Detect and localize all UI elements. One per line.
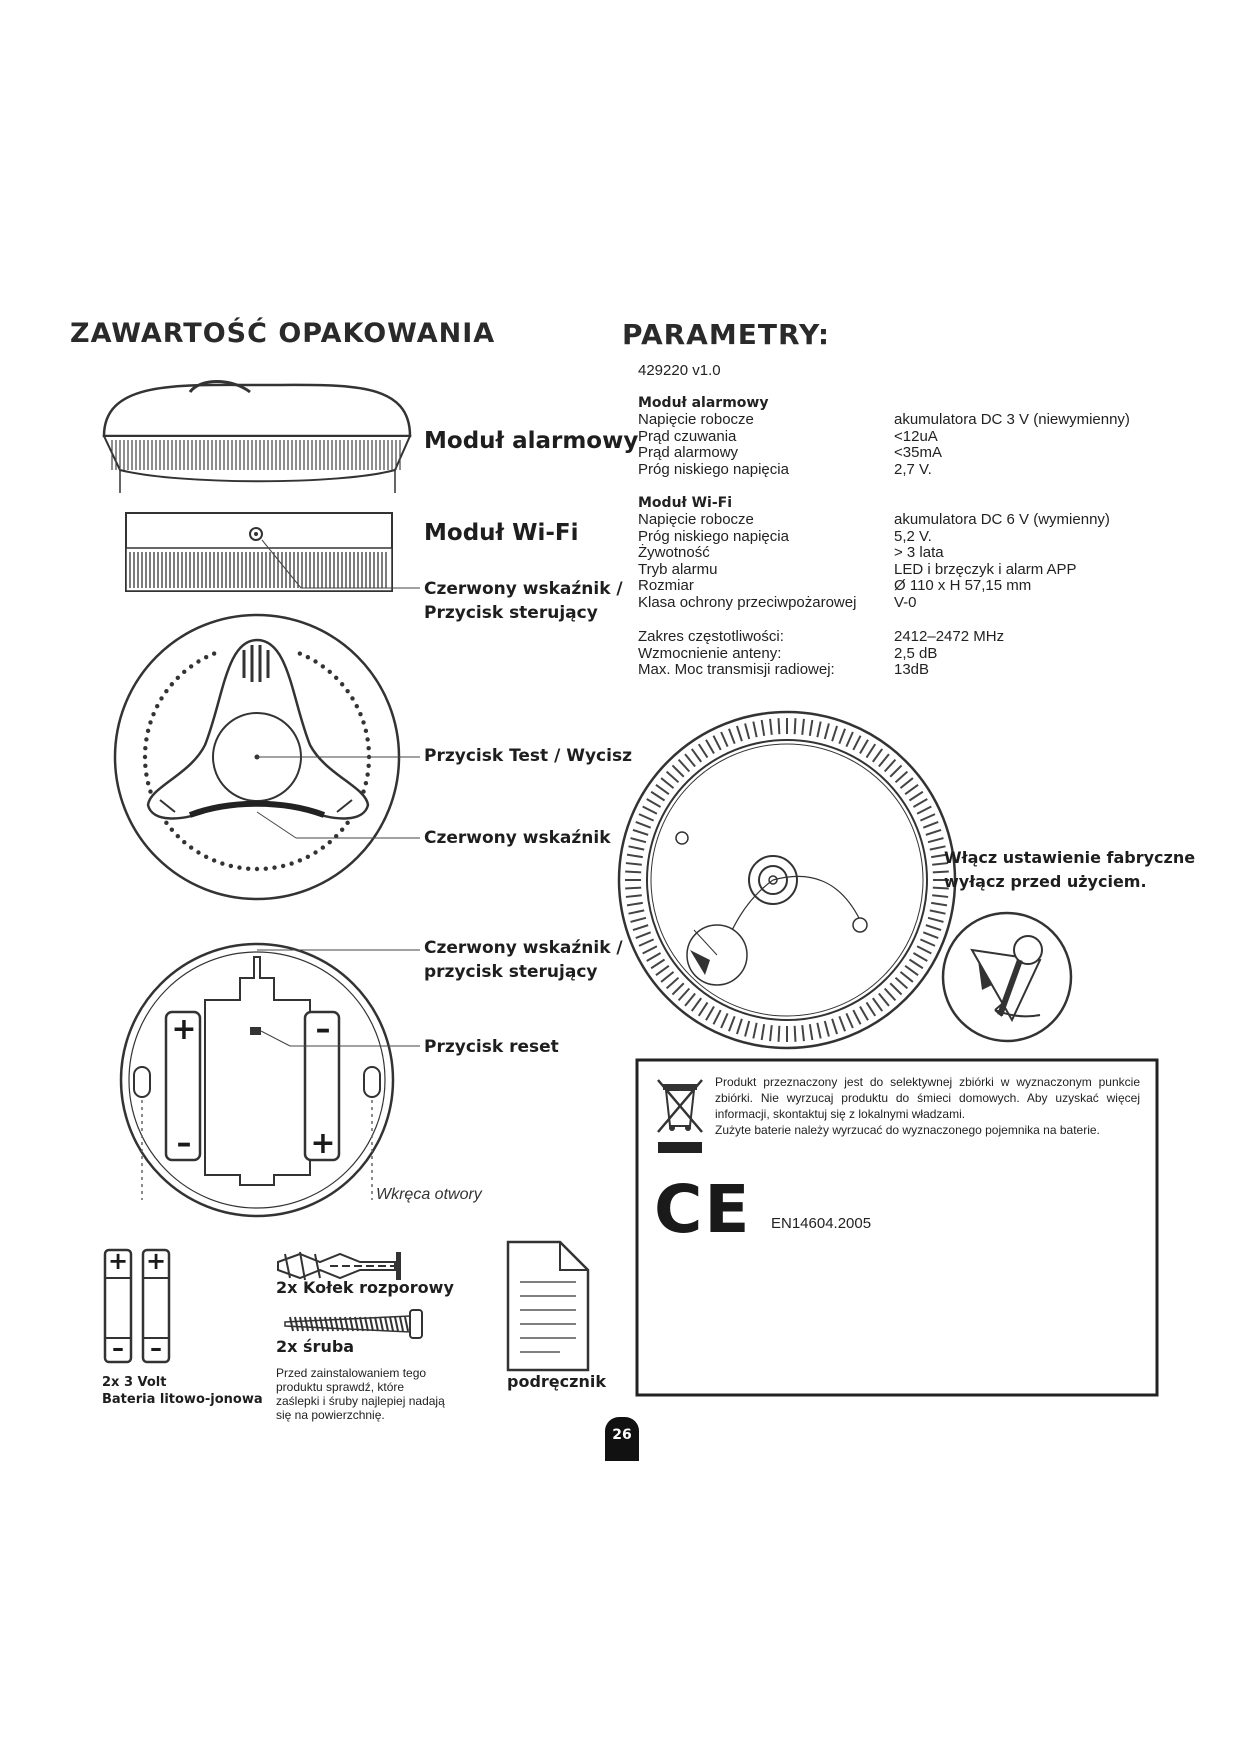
spec-row: Próg niskiego napięcia 5,2 V.: [638, 527, 932, 545]
battery2-plus: +: [145, 1247, 167, 1275]
contents-heading: ZAWARTOŚĆ OPAKOWANIA: [70, 318, 496, 349]
spec-row: Napięcie robocze akumulatora DC 6 V (wymienny): [638, 511, 1110, 528]
screws-label: 2x śruba: [276, 1337, 355, 1356]
battery2-minus: –: [150, 1334, 162, 1362]
recycling-info: Produkt przeznaczony jest do selektywnej zbiórki w wyznaczonym punkcie zbiórki. Nie wyrzucaj produktu do śmieci domowych. Aby uzyskać więcej informacji, skontaktuj się z lokalnymi władzami. Zużyte baterie należy wyrzucać do wyznaczonego pojemnika na baterie.: [715, 1075, 1140, 1137]
base-plate-illustration: [619, 712, 955, 1048]
spec-row: Wzmocnienie anteny: 2,5 dB: [638, 644, 938, 662]
spec-row: Żywotność > 3 lata: [638, 544, 944, 561]
battery-right-plus: +: [310, 1126, 336, 1161]
spec-row: Klasa ochrony przeciwpożarowej V-0: [638, 593, 917, 611]
spec-row: Max. Moc transmisji radiowej: 13dB: [638, 661, 930, 678]
factory-switch-illustration: [943, 913, 1071, 1041]
reset-button-label: Przycisk reset: [424, 1037, 559, 1057]
battery-left-minus: –: [176, 1126, 192, 1161]
ce-mark: CE: [654, 1171, 752, 1248]
wifi-module-label: Moduł Wi-Fi: [424, 520, 579, 546]
battery1-plus: +: [107, 1247, 129, 1275]
spec-row: Prąd alarmowy <35mA: [638, 444, 942, 461]
parameters-heading: PARAMETRY:: [622, 318, 831, 351]
spec-row: Próg niskiego napięcia 2,7 V.: [638, 460, 932, 478]
model-number: 429220 v1.0: [638, 362, 721, 379]
spec-row: Zakres częstotliwości: 2412–2472 MHz: [638, 628, 1005, 645]
install-note: Przed zainstalowaniem tego produktu sprawdź, które zaślepki i śruby najlepiej nadają się na powierzchnię.: [276, 1366, 445, 1422]
battery1-minus: –: [112, 1334, 124, 1362]
spec-row: Napięcie robocze akumulatora DC 3 V (niewymienny): [638, 411, 1130, 428]
spec-alarm-title: Moduł alarmowy: [638, 395, 769, 411]
red-indicator-control-label: Czerwony wskaźnik / Przycisk sterujący: [424, 579, 623, 623]
red-indicator-control-lower-label: Czerwony wskaźnik / przycisk sterujący: [424, 938, 623, 982]
battery-right-minus: –: [315, 1012, 331, 1047]
spec-row: Prąd czuwania <12uA: [638, 427, 938, 445]
page-number: 26: [605, 1417, 639, 1461]
spec-wifi-title: Moduł Wi-Fi: [638, 495, 733, 511]
battery-left-plus: +: [171, 1012, 197, 1047]
anchors-label: 2x Kołek rozporowy: [276, 1278, 454, 1297]
red-indicator-label: Czerwony wskaźnik: [424, 828, 611, 848]
alarm-module-label: Moduł alarmowy: [424, 428, 639, 454]
standard-code: EN14604.2005: [771, 1215, 872, 1232]
manual-label: podręcznik: [507, 1372, 606, 1391]
batteries-label: 2x 3 Volt Bateria litowo-jonowa: [102, 1375, 263, 1407]
test-silence-label: Przycisk Test / Wycisz: [424, 746, 632, 766]
spec-row: Rozmiar Ø 110 x H 57,15 mm: [638, 577, 1032, 594]
factory-reset-label: Włącz ustawienie fabryczne wyłącz przed użyciem.: [944, 848, 1196, 891]
spec-row: Tryb alarmu LED i brzęczyk i alarm APP: [638, 560, 1077, 578]
screw-holes-label: Wkręca otwory: [376, 1186, 482, 1203]
